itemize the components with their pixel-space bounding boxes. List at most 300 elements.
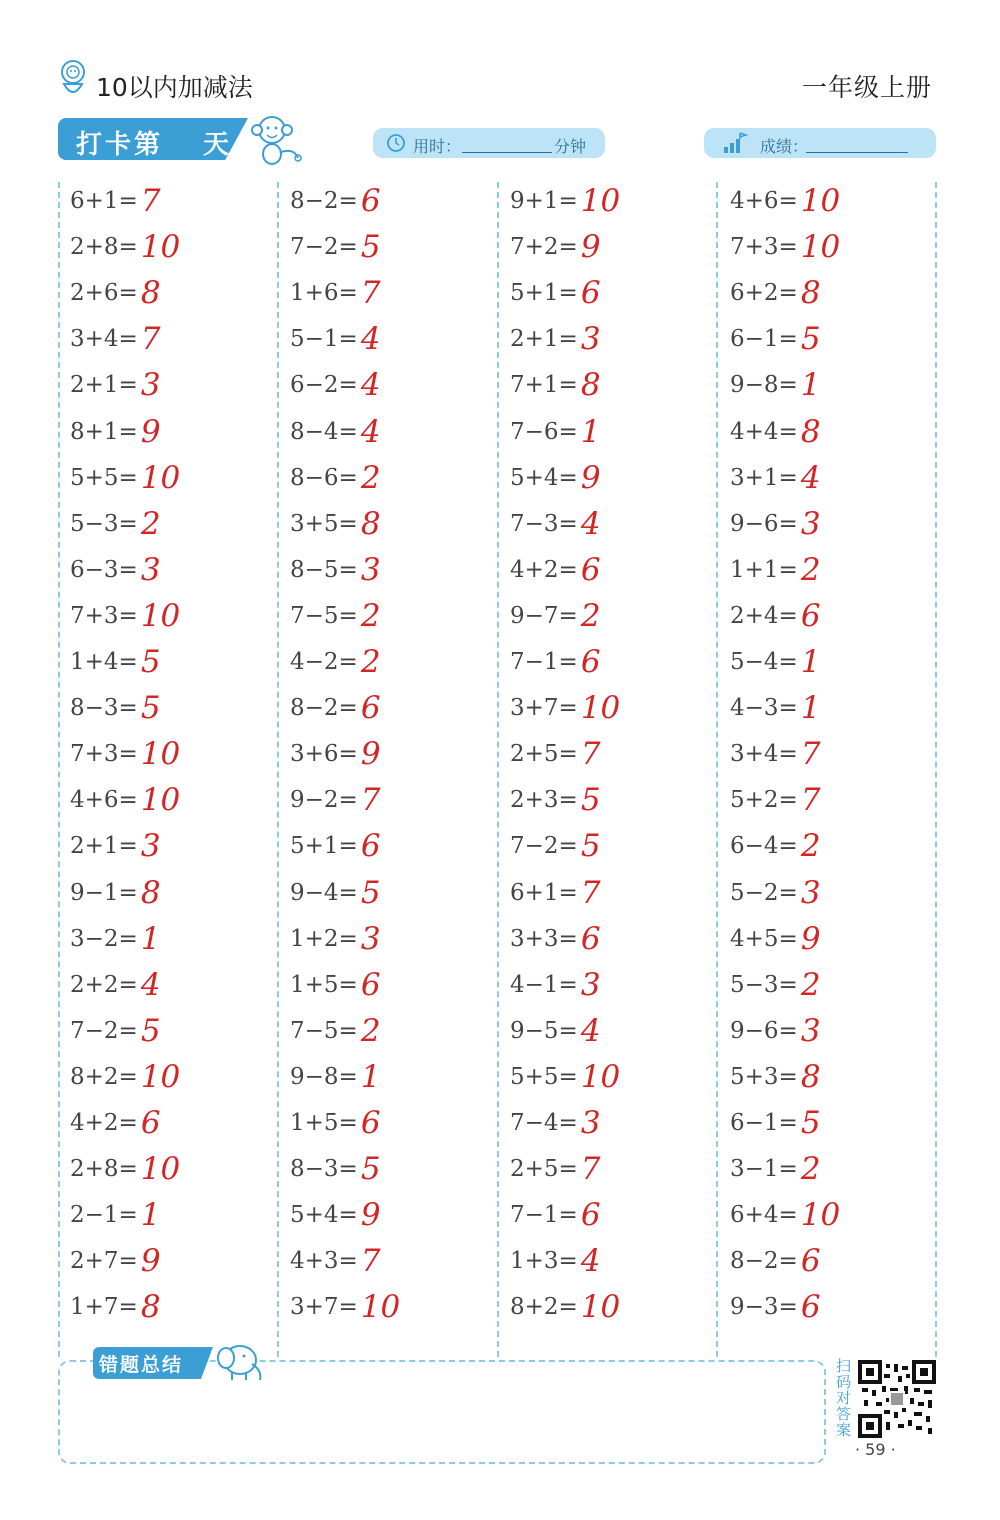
problem-equation: 5+5= xyxy=(510,1063,578,1090)
problem-row xyxy=(730,316,821,362)
problem-row xyxy=(510,1146,601,1192)
handwritten-answer: 8 xyxy=(800,275,821,312)
problem-row xyxy=(510,178,620,224)
handwritten-answer: 10 xyxy=(140,459,181,496)
problem-equation: 6+4= xyxy=(730,1202,798,1229)
handwritten-answer: 1 xyxy=(140,920,161,957)
problem-row xyxy=(290,823,381,869)
problem-row xyxy=(290,593,381,639)
problem-equation: 6−3= xyxy=(70,556,138,583)
column-divider xyxy=(935,182,937,1357)
problem-row xyxy=(70,823,161,869)
problem-row xyxy=(290,1100,381,1146)
problem-equation: 8−3= xyxy=(70,695,138,722)
handwritten-answer: 10 xyxy=(140,597,181,634)
problem-equation: 2+8= xyxy=(70,1156,138,1183)
problem-row xyxy=(730,1192,840,1238)
problem-equation: 1+4= xyxy=(70,649,138,675)
problem-equation: 9−5= xyxy=(510,1017,578,1044)
handwritten-answer: 6 xyxy=(360,690,381,727)
handwritten-answer: 3 xyxy=(580,321,601,358)
problem-equation: 3+7= xyxy=(290,1294,358,1321)
problem-row xyxy=(290,1284,400,1330)
problem-equation: 4−2= xyxy=(290,649,358,675)
problem-equation: 8−2= xyxy=(290,695,358,722)
handwritten-answer: 5 xyxy=(140,644,161,680)
problem-row xyxy=(70,409,161,455)
handwritten-answer: 2 xyxy=(800,828,821,865)
handwritten-answer: 1 xyxy=(800,690,821,727)
problem-row xyxy=(730,916,821,962)
problem-equation: 5−2= xyxy=(730,879,798,906)
handwritten-answer: 3 xyxy=(800,505,821,542)
handwritten-answer: 1 xyxy=(800,644,821,680)
problem-row xyxy=(70,593,180,639)
page-title: 10以内加减法 xyxy=(96,73,253,102)
handwritten-answer: 10 xyxy=(140,736,181,773)
handwritten-answer: 3 xyxy=(800,874,821,911)
problem-equation: 7−1= xyxy=(510,649,578,675)
problem-row xyxy=(290,639,381,685)
problem-equation: 2+1= xyxy=(510,326,578,353)
column-divider xyxy=(497,182,499,1357)
handwritten-answer: 10 xyxy=(580,690,621,727)
handwritten-answer: 10 xyxy=(140,1058,181,1095)
problem-equation: 7−2= xyxy=(290,234,358,261)
handwritten-answer: 7 xyxy=(140,183,161,219)
handwritten-answer: 2 xyxy=(800,966,821,1003)
problem-row xyxy=(730,270,821,316)
handwritten-answer: 1 xyxy=(800,367,821,404)
problem-row xyxy=(290,916,381,962)
problem-row xyxy=(510,593,601,639)
handwritten-answer: 7 xyxy=(580,1151,601,1188)
problem-row xyxy=(730,455,821,501)
problem-row xyxy=(70,1100,161,1146)
handwritten-answer: 1 xyxy=(360,1058,381,1095)
problem-row xyxy=(290,270,381,316)
problem-row xyxy=(730,178,840,224)
handwritten-answer: 6 xyxy=(360,966,381,1003)
handwritten-answer: 7 xyxy=(580,736,601,773)
handwritten-answer: 3 xyxy=(580,966,601,1003)
problem-equation: 8+2= xyxy=(510,1294,578,1321)
problem-equation: 5−3= xyxy=(70,510,138,537)
problem-equation: 8−4= xyxy=(290,418,358,445)
problem-row xyxy=(510,270,601,316)
problem-equation: 7+1= xyxy=(510,372,578,399)
elephant-icon xyxy=(212,1338,270,1384)
problem-equation: 1+5= xyxy=(290,1110,358,1136)
problem-row xyxy=(730,547,821,593)
mistake-summary-label: 错题总结 xyxy=(99,1354,184,1376)
problem-equation: 8+2= xyxy=(70,1063,138,1090)
problem-equation: 2+3= xyxy=(510,787,578,814)
handwritten-answer: 10 xyxy=(580,1058,621,1095)
handwritten-answer: 7 xyxy=(800,782,821,819)
problem-equation: 2+5= xyxy=(510,1156,578,1183)
problem-row xyxy=(70,501,161,547)
problem-row xyxy=(510,685,620,731)
problem-equation: 4−1= xyxy=(510,971,578,998)
problem-equation: 2+5= xyxy=(510,741,578,768)
handwritten-answer: 8 xyxy=(800,1058,821,1095)
handwritten-answer: 4 xyxy=(140,966,161,1003)
problem-equation: 3+3= xyxy=(510,925,578,952)
handwritten-answer: 5 xyxy=(360,1151,381,1188)
handwritten-answer: 1 xyxy=(140,1197,161,1234)
problem-equation: 3−1= xyxy=(730,1156,798,1183)
problem-equation: 2+6= xyxy=(70,280,138,307)
handwritten-answer: 9 xyxy=(580,229,601,266)
problem-row xyxy=(510,455,601,501)
handwritten-answer: 7 xyxy=(360,1243,381,1280)
problem-row xyxy=(510,777,601,823)
problem-equation: 8+1= xyxy=(70,418,138,445)
problem-equation: 2+8= xyxy=(70,234,138,261)
problem-equation: 3+5= xyxy=(290,510,358,537)
problem-row xyxy=(70,1146,180,1192)
problem-row xyxy=(290,362,381,408)
problem-equation: 5−1= xyxy=(290,326,358,353)
problem-equation: 7−2= xyxy=(510,833,578,860)
problem-equation: 7−6= xyxy=(510,418,578,445)
problem-row xyxy=(290,1054,381,1100)
problem-equation: 5+5= xyxy=(70,464,138,491)
problem-row xyxy=(70,224,180,270)
grade-label: 一年级上册 xyxy=(801,73,932,102)
handwritten-answer: 6 xyxy=(140,1105,161,1141)
problem-row xyxy=(510,1008,601,1054)
handwritten-answer: 5 xyxy=(800,321,821,358)
handwritten-answer: 4 xyxy=(580,505,601,542)
problem-row xyxy=(730,777,821,823)
score-chart-icon xyxy=(722,131,748,155)
problem-equation: 9−7= xyxy=(510,602,578,629)
problem-row xyxy=(510,547,601,593)
problem-equation: 9−8= xyxy=(290,1063,358,1090)
handwritten-answer: 6 xyxy=(580,644,601,680)
problem-row xyxy=(70,916,161,962)
problem-equation: 9−4= xyxy=(290,879,358,906)
problem-equation: 9−6= xyxy=(730,510,798,537)
handwritten-answer: 2 xyxy=(360,644,381,680)
problem-row xyxy=(70,547,161,593)
handwritten-answer: 4 xyxy=(360,413,381,450)
problem-row xyxy=(290,409,381,455)
problem-row xyxy=(290,224,381,270)
problem-equation: 1+5= xyxy=(290,971,358,998)
problem-equation: 7−4= xyxy=(510,1110,578,1136)
problem-row xyxy=(70,685,161,731)
problem-equation: 2+1= xyxy=(70,372,138,399)
problem-row xyxy=(290,455,381,501)
handwritten-answer: 3 xyxy=(800,1012,821,1049)
problem-equation: 5+2= xyxy=(730,787,798,814)
clock-icon xyxy=(386,133,406,153)
problem-equation: 3+6= xyxy=(290,741,358,768)
problem-row xyxy=(510,362,601,408)
handwritten-answer: 8 xyxy=(360,505,381,542)
handwritten-answer: 7 xyxy=(360,782,381,819)
handwritten-answer: 3 xyxy=(360,920,381,957)
problem-equation: 2+2= xyxy=(70,971,138,998)
handwritten-answer: 6 xyxy=(580,1197,601,1234)
handwritten-answer: 2 xyxy=(800,551,821,588)
problem-equation: 1+6= xyxy=(290,280,358,307)
handwritten-answer: 5 xyxy=(140,690,161,727)
handwritten-answer: 10 xyxy=(360,1289,401,1326)
handwritten-answer: 5 xyxy=(580,828,601,865)
handwritten-answer: 8 xyxy=(140,275,161,312)
handwritten-answer: 5 xyxy=(360,874,381,911)
handwritten-answer: 3 xyxy=(360,551,381,588)
handwritten-answer: 10 xyxy=(140,1151,181,1188)
handwritten-answer: 6 xyxy=(580,275,601,312)
problem-equation: 5+1= xyxy=(510,280,578,307)
handwritten-answer: 9 xyxy=(800,920,821,957)
problem-row xyxy=(70,1008,161,1054)
problem-row xyxy=(510,1284,620,1330)
monkey-mascot-icon xyxy=(246,112,304,166)
handwritten-answer: 4 xyxy=(360,321,381,358)
column-divider xyxy=(277,182,279,1357)
problem-equation: 8−5= xyxy=(290,556,358,583)
problem-row xyxy=(510,731,601,777)
problem-row xyxy=(510,1238,601,1284)
handwritten-answer: 8 xyxy=(140,874,161,911)
problem-equation: 7−5= xyxy=(290,602,358,629)
problem-row xyxy=(70,777,180,823)
problem-row xyxy=(510,870,601,916)
handwritten-answer: 8 xyxy=(140,1289,161,1326)
problem-row xyxy=(510,1192,601,1238)
problem-equation: 8−6= xyxy=(290,464,358,491)
problem-equation: 2+1= xyxy=(70,833,138,860)
problem-equation: 6−1= xyxy=(730,326,798,353)
handwritten-answer: 3 xyxy=(140,551,161,588)
problem-equation: 6+1= xyxy=(70,188,138,214)
problem-equation: 9−1= xyxy=(70,879,138,906)
problem-equation: 7−2= xyxy=(70,1017,138,1044)
problem-row xyxy=(290,1008,381,1054)
problem-equation: 2+4= xyxy=(730,602,798,629)
handwritten-answer: 2 xyxy=(140,505,161,542)
score-label: 成绩： xyxy=(760,137,809,156)
problem-equation: 3+7= xyxy=(510,695,578,722)
problem-equation: 9−2= xyxy=(290,787,358,814)
problem-row xyxy=(730,823,821,869)
problem-row xyxy=(290,870,381,916)
handwritten-answer: 6 xyxy=(580,551,601,588)
handwritten-answer: 2 xyxy=(580,597,601,634)
problem-row xyxy=(730,362,821,408)
handwritten-answer: 8 xyxy=(800,413,821,450)
problem-equation: 6+1= xyxy=(510,879,578,906)
problem-row xyxy=(510,1100,601,1146)
handwritten-answer: 10 xyxy=(140,782,181,819)
problem-row xyxy=(730,501,821,547)
problem-equation: 2−1= xyxy=(70,1202,138,1229)
lion-logo-icon xyxy=(58,60,88,98)
problem-row xyxy=(730,224,840,270)
handwritten-answer: 10 xyxy=(800,229,841,266)
problem-row xyxy=(290,1238,381,1284)
score-blank[interactable] xyxy=(806,152,908,153)
problem-row xyxy=(290,1146,381,1192)
problem-equation: 4−3= xyxy=(730,695,798,722)
handwritten-answer: 9 xyxy=(580,459,601,496)
problem-row xyxy=(510,916,601,962)
problem-row xyxy=(510,409,601,455)
column-divider xyxy=(716,182,718,1357)
problem-equation: 3+4= xyxy=(70,326,138,353)
problem-row xyxy=(510,823,601,869)
handwritten-answer: 7 xyxy=(360,275,381,312)
problem-equation: 5−4= xyxy=(730,649,798,675)
problem-equation: 9−3= xyxy=(730,1294,798,1321)
handwritten-answer: 2 xyxy=(360,1012,381,1049)
problem-row xyxy=(730,1054,821,1100)
timer-label: 用时： xyxy=(413,137,462,156)
problem-row xyxy=(510,639,601,685)
problem-equation: 6+2= xyxy=(730,280,798,307)
problem-row xyxy=(730,1284,821,1330)
handwritten-answer: 6 xyxy=(800,1243,821,1280)
problem-row xyxy=(70,870,161,916)
handwritten-answer: 10 xyxy=(800,183,841,219)
problem-equation: 9+1= xyxy=(510,188,578,214)
handwritten-answer: 5 xyxy=(360,229,381,266)
handwritten-answer: 2 xyxy=(360,597,381,634)
problem-equation: 8−2= xyxy=(290,188,358,214)
handwritten-answer: 6 xyxy=(800,1289,821,1326)
qr-code-icon[interactable] xyxy=(858,1360,936,1438)
handwritten-answer: 5 xyxy=(580,782,601,819)
problem-row xyxy=(730,870,821,916)
handwritten-answer: 6 xyxy=(580,920,601,957)
scan-answer-label: 扫码对答案 xyxy=(836,1357,852,1439)
problem-row xyxy=(730,593,821,639)
problem-equation: 4+6= xyxy=(730,188,798,214)
problem-equation: 7+3= xyxy=(730,234,798,261)
problem-row xyxy=(730,1238,821,1284)
timer-blank[interactable] xyxy=(462,152,552,153)
problem-row xyxy=(70,1192,161,1238)
handwritten-answer: 7 xyxy=(800,736,821,773)
problem-equation: 7−3= xyxy=(510,510,578,537)
problem-row xyxy=(290,316,381,362)
problem-equation: 5+4= xyxy=(290,1202,358,1229)
problem-equation: 8−2= xyxy=(730,1248,798,1275)
problem-row xyxy=(730,409,821,455)
handwritten-answer: 1 xyxy=(580,413,601,450)
problem-equation: 3+1= xyxy=(730,464,798,491)
problem-equation: 2+7= xyxy=(70,1248,138,1275)
problem-row xyxy=(510,224,601,270)
problem-row xyxy=(70,1238,161,1284)
problem-row xyxy=(510,316,601,362)
problem-row xyxy=(290,178,381,224)
problem-equation: 7+3= xyxy=(70,602,138,629)
handwritten-answer: 8 xyxy=(580,367,601,404)
handwritten-answer: 9 xyxy=(140,1243,161,1280)
handwritten-answer: 3 xyxy=(580,1105,601,1141)
problem-equation: 1+3= xyxy=(510,1248,578,1275)
problem-row xyxy=(730,962,821,1008)
handwritten-answer: 6 xyxy=(800,597,821,634)
problem-equation: 6−2= xyxy=(290,372,358,399)
problem-equation: 3−2= xyxy=(70,925,138,952)
handwritten-answer: 4 xyxy=(580,1243,601,1280)
problem-equation: 6−4= xyxy=(730,833,798,860)
handwritten-answer: 10 xyxy=(800,1197,841,1234)
problem-row xyxy=(70,270,161,316)
handwritten-answer: 7 xyxy=(140,321,161,358)
problem-equation: 7−1= xyxy=(510,1202,578,1229)
problem-equation: 5+1= xyxy=(290,833,358,860)
column-divider xyxy=(58,182,60,1357)
problem-row xyxy=(290,685,381,731)
problem-equation: 7−5= xyxy=(290,1017,358,1044)
checkin-label: 打卡第 xyxy=(76,130,164,160)
handwritten-answer: 3 xyxy=(140,828,161,865)
handwritten-answer: 6 xyxy=(360,1105,381,1141)
handwritten-answer: 3 xyxy=(140,367,161,404)
handwritten-answer: 9 xyxy=(360,1197,381,1234)
problem-equation: 7+3= xyxy=(70,741,138,768)
problem-row xyxy=(730,685,821,731)
problem-row xyxy=(290,777,381,823)
problem-equation: 5−3= xyxy=(730,971,798,998)
handwritten-answer: 10 xyxy=(580,1289,621,1326)
problem-row xyxy=(70,1054,180,1100)
handwritten-answer: 9 xyxy=(140,413,161,450)
problem-equation: 7+2= xyxy=(510,234,578,261)
problem-equation: 9−8= xyxy=(730,372,798,399)
handwritten-answer: 5 xyxy=(140,1012,161,1049)
problem-row xyxy=(70,639,161,685)
problem-row xyxy=(290,731,381,777)
handwritten-answer: 5 xyxy=(800,1105,821,1141)
problem-row xyxy=(510,501,601,547)
handwritten-answer: 6 xyxy=(360,183,381,219)
handwritten-answer: 4 xyxy=(580,1012,601,1049)
problem-row xyxy=(730,639,821,685)
handwritten-answer: 9 xyxy=(360,736,381,773)
checkin-day-label: 天 xyxy=(203,130,230,160)
problem-row xyxy=(290,501,381,547)
problem-row xyxy=(290,962,381,1008)
problem-row xyxy=(730,1146,821,1192)
problem-row xyxy=(730,1100,821,1146)
problem-row xyxy=(510,1054,620,1100)
problem-row xyxy=(290,547,381,593)
problem-equation: 5+4= xyxy=(510,464,578,491)
handwritten-answer: 6 xyxy=(360,828,381,865)
problem-equation: 3+4= xyxy=(730,741,798,768)
problem-row xyxy=(730,731,821,777)
problem-row xyxy=(70,178,161,224)
problem-row xyxy=(70,1284,161,1330)
problem-row xyxy=(510,962,601,1008)
timer-unit: 分钟 xyxy=(554,137,587,156)
problem-equation: 4+6= xyxy=(70,787,138,814)
problem-row xyxy=(70,316,161,362)
problem-equation: 1+1= xyxy=(730,556,798,583)
handwritten-answer: 2 xyxy=(360,459,381,496)
problem-equation: 4+2= xyxy=(510,556,578,583)
